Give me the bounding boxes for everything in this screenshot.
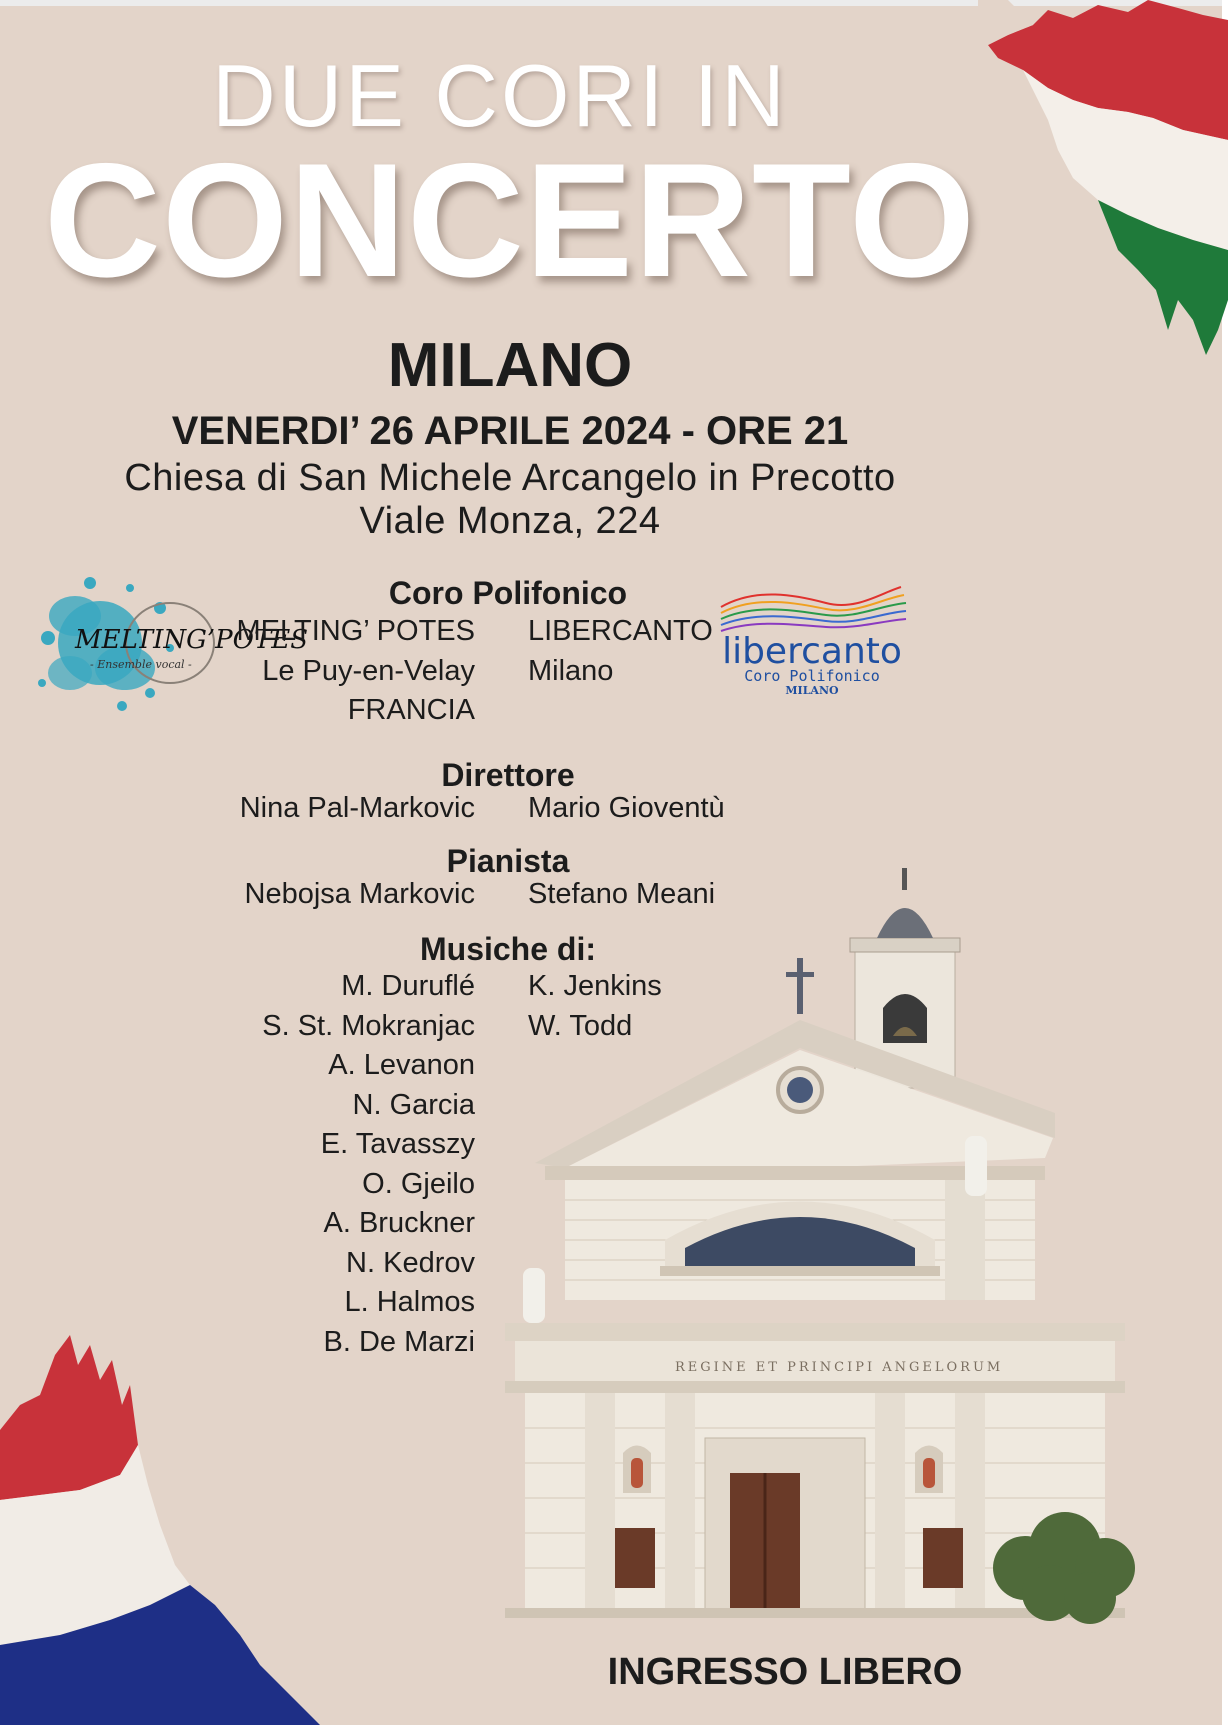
libercanto-logo (716, 585, 908, 695)
composers-left (262, 967, 475, 1362)
pianist-heading: Pianista (446, 843, 570, 879)
choir-right-city: Milano (528, 654, 614, 687)
event-city: MILANO (387, 331, 633, 400)
choir-right-name: LIBERCANTO (528, 615, 713, 647)
church-inscription: REGINE ET PRINCIPI ANGELORUM (675, 1360, 1004, 1375)
music-heading: Musiche di: (419, 931, 596, 967)
title-top: DUE CORI IN (212, 46, 788, 145)
libercanto-logo-subtitle: Coro Polifonico (744, 667, 880, 685)
composer-item: W. Todd (528, 1009, 633, 1042)
composer-item: O. Gjeilo (362, 1167, 475, 1200)
melting-potes-logo-text: MELTING’POTES (75, 625, 309, 655)
composer-item: S. St. Mokranjac (262, 1009, 475, 1042)
composer-item: L. Halmos (344, 1286, 475, 1318)
venue-name: Chiesa di San Michele Arcangelo in Precotto (124, 457, 896, 499)
choir-left (237, 612, 475, 731)
composer-item: M. Duruflé (341, 970, 475, 1002)
french-flag-graphic (0, 1335, 320, 1725)
choir-left-city: Le Puy-en-Velay (262, 654, 475, 687)
director-heading: Direttore (441, 757, 575, 793)
pianist-right: Stefano Meani (528, 878, 716, 910)
composer-item: B. De Marzi (323, 1325, 475, 1358)
director-left: Nina Pal-Markovic (239, 792, 475, 824)
libercanto-logo-text: libercanto (722, 631, 902, 672)
title-main: CONCERTO (43, 130, 977, 311)
composer-item: A. Levanon (328, 1049, 475, 1081)
director-right: Mario Gioventù (528, 792, 725, 824)
church-illustration (505, 868, 1195, 1633)
choir-left-name: MELTING’ POTES (236, 615, 475, 647)
melting-potes-logo-subtitle: - Ensemble vocal - (90, 658, 192, 671)
libercanto-logo-city: MILANO (785, 684, 839, 697)
composer-item: K. Jenkins (528, 970, 662, 1002)
composer-item: N. Kedrov (346, 1246, 475, 1279)
entry-notice: INGRESSO LIBERO (607, 1651, 963, 1693)
choir-right (528, 612, 713, 691)
pianist-left: Nebojsa Markovic (244, 878, 475, 910)
event-date: VENERDI’ 26 APRILE 2024 - ORE 21 (171, 409, 849, 453)
choir-left-country: FRANCIA (347, 694, 475, 726)
choirs-heading: Coro Polifonico (388, 575, 628, 611)
composer-item: N. Garcia (352, 1088, 475, 1121)
venue-address: Viale Monza, 224 (359, 499, 661, 542)
composer-item: A. Bruckner (323, 1207, 475, 1239)
melting-potes-logo (30, 568, 309, 718)
event-venue (0, 457, 1020, 542)
composer-item: E. Tavasszy (320, 1128, 475, 1160)
